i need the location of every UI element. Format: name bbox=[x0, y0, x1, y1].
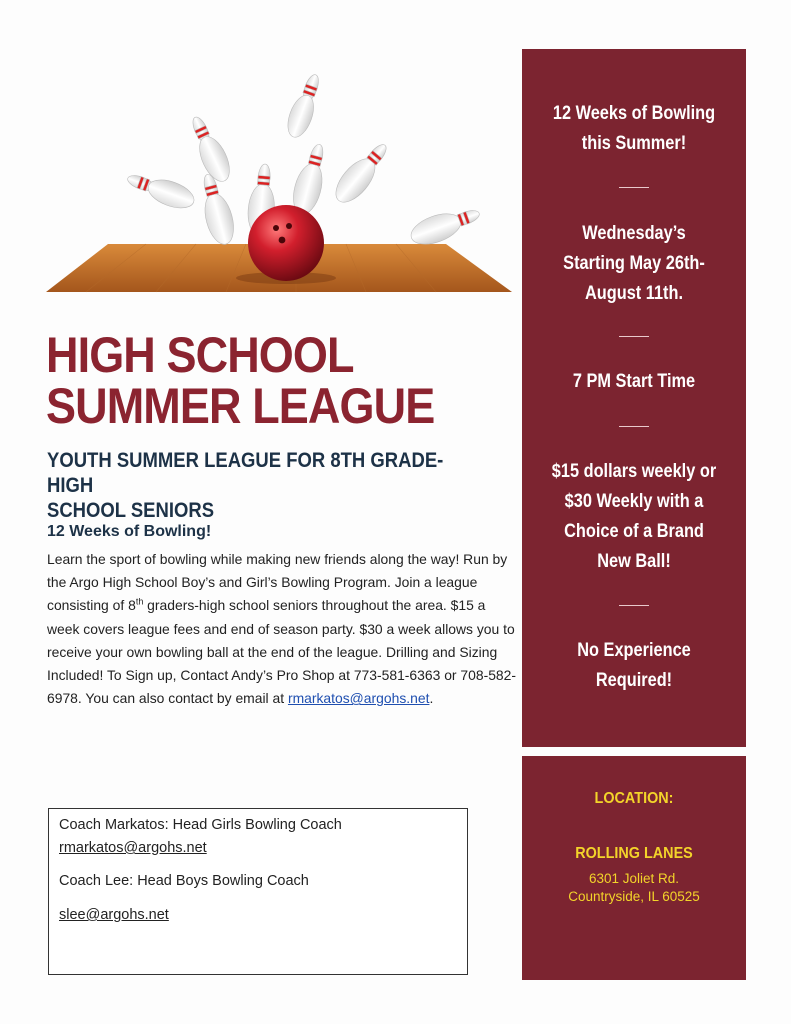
weeks-line-1: 12 Weeks of Bowling bbox=[552, 103, 716, 124]
location-heading: LOCATION: bbox=[594, 790, 674, 807]
subtitle-line-2: SCHOOL SENIORS bbox=[47, 499, 215, 522]
contact-email-link[interactable]: rmarkatos@argohs.net bbox=[287, 690, 430, 707]
girls-coach-title: Coach Markatos: Head Girls Bowling Coach bbox=[59, 817, 342, 833]
experience-line-2: Required! bbox=[595, 670, 673, 691]
bowling-strike-image bbox=[46, 48, 512, 296]
intro-text-1: Learn the sport of bowling while making new friends along the way! Run by the Argo High School Boy’s and Girl’s Bowling Program. Join a league consisting of 8 bbox=[47, 551, 508, 614]
event-details-panel bbox=[522, 49, 746, 747]
price-line-2: $30 Weekly with a bbox=[564, 491, 704, 512]
venue-street: 6301 Joliet Rd. bbox=[588, 871, 680, 886]
title-line-2: SUMMER LEAGUE bbox=[46, 378, 435, 434]
weeks-line-2: this Summer! bbox=[581, 133, 687, 154]
page-title bbox=[46, 327, 469, 434]
location-panel bbox=[522, 756, 746, 980]
girls-coach-email-link[interactable]: rmarkatos@argohs.net bbox=[59, 840, 207, 856]
divider bbox=[619, 336, 649, 337]
boys-coach-title: Coach Lee: Head Boys Bowling Coach bbox=[59, 873, 309, 889]
experience-line-1: No Experience bbox=[577, 640, 691, 661]
intro-text-2: graders-high school seniors throughout the area. $15 a week covers league fees and end of season party. $30 a week allows you to receive your own bowling ball at the end of the league. Drilling and Sizing Included! To Sign up, Contact Andy’s Pro Shop at 773-581-6363 or 708-582-6978. You can also contact by email at bbox=[47, 597, 517, 707]
intro-end: . bbox=[429, 690, 434, 707]
subtitle bbox=[47, 448, 487, 523]
ordinal-suffix: th bbox=[135, 596, 144, 607]
venue-city: Countryside, IL 60525 bbox=[568, 889, 700, 904]
divider bbox=[619, 605, 649, 606]
title-line-1: HIGH SCHOOL bbox=[46, 327, 354, 383]
start-time: 7 PM Start Time bbox=[572, 371, 696, 392]
intro-heading: 12 Weeks of Bowling! bbox=[47, 523, 212, 540]
price-line-3: Choice of a Brand bbox=[564, 521, 704, 542]
coach-contacts-box bbox=[48, 808, 468, 975]
day-line-2: Starting May 26th- bbox=[563, 253, 705, 274]
subtitle-line-1: YOUTH SUMMER LEAGUE FOR 8TH GRADE- HIGH bbox=[47, 449, 444, 497]
divider bbox=[619, 426, 649, 427]
price-line-4: New Ball! bbox=[597, 551, 671, 572]
price-line-1: $15 dollars weekly or bbox=[551, 461, 717, 482]
boys-coach-email-link[interactable]: slee@argohs.net bbox=[59, 907, 169, 923]
day-line-3: August 11th. bbox=[584, 283, 684, 304]
day-line-1: Wednesday’s bbox=[582, 223, 686, 244]
venue-name: ROLLING LANES bbox=[575, 845, 693, 862]
intro-paragraph bbox=[47, 548, 517, 710]
divider bbox=[619, 187, 649, 188]
